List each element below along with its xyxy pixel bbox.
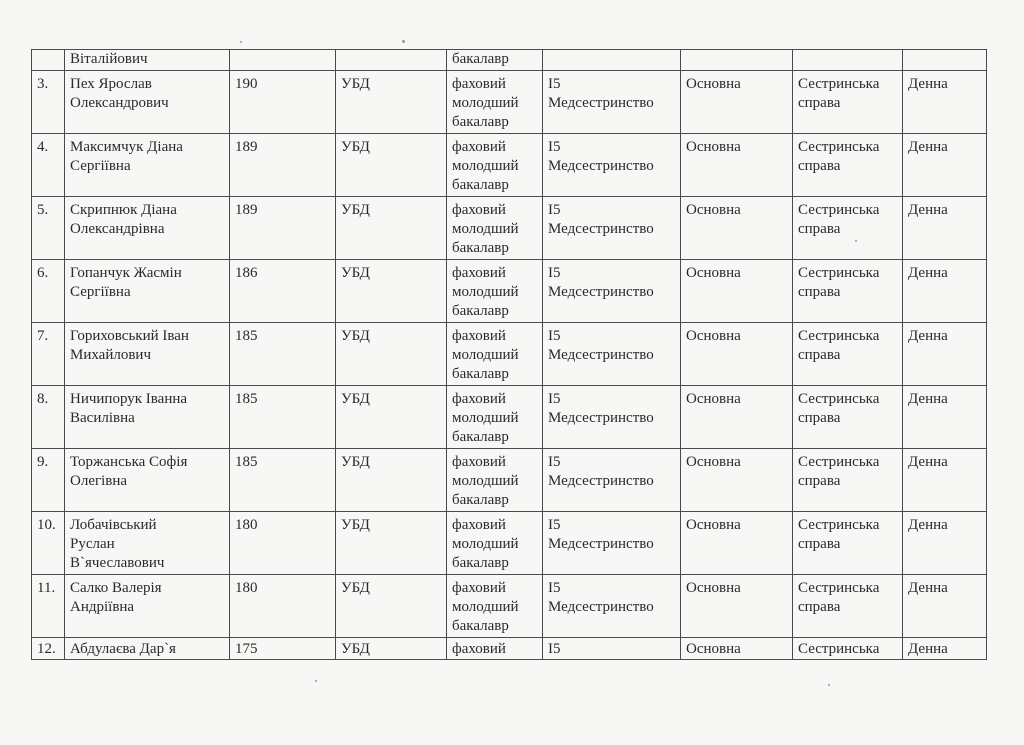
cell-line: Сестринська xyxy=(798,139,880,155)
cell-basis xyxy=(681,512,793,575)
cell-line: Гопанчук Жасмін xyxy=(70,265,182,281)
cell-basis xyxy=(681,260,793,323)
cell-line: 9. xyxy=(37,454,49,470)
cell-score xyxy=(230,50,336,71)
cell-line: Лобачівський xyxy=(70,517,157,533)
cell-line: УБД xyxy=(341,517,370,533)
cell-basis xyxy=(681,638,793,660)
cell-line: молодший xyxy=(452,410,519,426)
cell-line: справа xyxy=(798,536,841,552)
cell-spec xyxy=(543,50,681,71)
cell-level xyxy=(447,260,543,323)
cell-line: фаховий xyxy=(452,641,506,657)
cell-program xyxy=(793,323,903,386)
cell-name xyxy=(65,260,230,323)
admission-list-table xyxy=(31,49,987,660)
cell-line: Основна xyxy=(686,265,741,281)
cell-line: Василівна xyxy=(70,410,135,426)
cell-line: Медсестринство xyxy=(548,221,654,237)
cell-line: Денна xyxy=(908,580,948,596)
cell-line: молодший xyxy=(452,536,519,552)
cell-name xyxy=(65,512,230,575)
cell-line: Основна xyxy=(686,328,741,344)
cell-line: Салко Валерія xyxy=(70,580,162,596)
cell-line: Основна xyxy=(686,391,741,407)
cell-name xyxy=(65,71,230,134)
cell-line: Ничипорук Іванна xyxy=(70,391,188,407)
cell-line: Максимчук Діана xyxy=(70,139,183,155)
cell-line: Михайлович xyxy=(70,347,151,363)
cell-line: I5 xyxy=(548,76,561,92)
cell-line: УБД xyxy=(341,641,370,657)
cell-spec xyxy=(543,386,681,449)
cell-line: I5 xyxy=(548,202,561,218)
table-row xyxy=(32,50,987,71)
cell-line: справа xyxy=(798,158,841,174)
name-line: Віталійович xyxy=(70,51,148,67)
cell-name xyxy=(65,386,230,449)
cell-line: Сестринська xyxy=(798,265,880,281)
cell-line: бакалавр xyxy=(452,177,509,193)
table-row xyxy=(32,71,987,134)
cell-line: справа xyxy=(798,599,841,615)
table-row xyxy=(32,386,987,449)
cell-line: УБД xyxy=(341,454,370,470)
cell-category xyxy=(336,134,447,197)
cell-line: Основна xyxy=(686,517,741,533)
cell-line: справа xyxy=(798,410,841,426)
cell-level xyxy=(447,71,543,134)
cell-line: фаховий xyxy=(452,265,506,281)
cell-line: Олександрівна xyxy=(70,221,165,237)
cell-score xyxy=(230,386,336,449)
cell-basis xyxy=(681,50,793,71)
cell-spec xyxy=(543,71,681,134)
cell-line: I5 xyxy=(548,265,561,281)
cell-basis xyxy=(681,449,793,512)
cell-program xyxy=(793,386,903,449)
cell-line: фаховий xyxy=(452,517,506,533)
cell-line: молодший xyxy=(452,95,519,111)
cell-program xyxy=(793,512,903,575)
cell-line: справа xyxy=(798,95,841,111)
cell-line: справа xyxy=(798,473,841,489)
cell-line: бакалавр xyxy=(452,366,509,382)
cell-basis xyxy=(681,323,793,386)
cell-basis xyxy=(681,575,793,638)
cell-score xyxy=(230,638,336,660)
cell-num xyxy=(32,134,65,197)
cell-spec xyxy=(543,575,681,638)
cell-num xyxy=(32,575,65,638)
table-row xyxy=(32,638,987,660)
cell-line: фаховий xyxy=(452,328,506,344)
cell-line: Денна xyxy=(908,454,948,470)
cell-line: Олександрович xyxy=(70,95,169,111)
cell-basis xyxy=(681,386,793,449)
cell-line: молодший xyxy=(452,473,519,489)
cell-line: I5 xyxy=(548,517,561,533)
cell-line: Медсестринство xyxy=(548,158,654,174)
cell-line: фаховий xyxy=(452,391,506,407)
cell-line: Медсестринство xyxy=(548,347,654,363)
cell-line: Денна xyxy=(908,202,948,218)
cell-line: Скрипнюк Діана xyxy=(70,202,177,218)
cell-num xyxy=(32,386,65,449)
table-row xyxy=(32,449,987,512)
cell-level xyxy=(447,323,543,386)
cell-form xyxy=(903,260,987,323)
table-row xyxy=(32,260,987,323)
cell-line: УБД xyxy=(341,202,370,218)
cell-line: Сестринська xyxy=(798,328,880,344)
cell-line: Основна xyxy=(686,139,741,155)
cell-line: 3. xyxy=(37,76,49,92)
cell-line: молодший xyxy=(452,284,519,300)
table-row xyxy=(32,512,987,575)
cell-score xyxy=(230,512,336,575)
cell-line: 186 xyxy=(235,265,258,281)
cell-spec xyxy=(543,449,681,512)
cell-line: Гориховський Іван xyxy=(70,328,189,344)
cell-level xyxy=(447,134,543,197)
cell-line: 190 xyxy=(235,76,258,92)
cell-line: 7. xyxy=(37,328,49,344)
cell-line: УБД xyxy=(341,139,370,155)
cell-line: Сестринська xyxy=(798,517,880,533)
cell-category xyxy=(336,512,447,575)
cell-category xyxy=(336,197,447,260)
cell-spec xyxy=(543,512,681,575)
cell-line: бакалавр xyxy=(452,114,509,130)
cell-form xyxy=(903,134,987,197)
table-row xyxy=(32,575,987,638)
cell-num xyxy=(32,260,65,323)
cell-line: 175 xyxy=(235,641,258,657)
level-line: бакалавр xyxy=(452,51,509,67)
cell-line: Основна xyxy=(686,580,741,596)
cell-line: Денна xyxy=(908,391,948,407)
cell-level xyxy=(447,197,543,260)
cell-line: I5 xyxy=(548,328,561,344)
cell-level xyxy=(447,50,543,71)
table-row xyxy=(32,197,987,260)
cell-line: Медсестринство xyxy=(548,599,654,615)
cell-category xyxy=(336,386,447,449)
cell-line: молодший xyxy=(452,221,519,237)
cell-level xyxy=(447,512,543,575)
cell-line: Сестринська xyxy=(798,641,880,657)
table-row xyxy=(32,323,987,386)
cell-basis xyxy=(681,134,793,197)
cell-line: Сестринська xyxy=(798,202,880,218)
cell-line: бакалавр xyxy=(452,240,509,256)
cell-line: бакалавр xyxy=(452,429,509,445)
cell-num xyxy=(32,71,65,134)
cell-line: бакалавр xyxy=(452,492,509,508)
cell-spec xyxy=(543,134,681,197)
cell-score xyxy=(230,323,336,386)
cell-line: фаховий xyxy=(452,580,506,596)
cell-line: Денна xyxy=(908,265,948,281)
cell-category xyxy=(336,449,447,512)
cell-line: Андріївна xyxy=(70,599,135,615)
cell-score xyxy=(230,197,336,260)
cell-line: бакалавр xyxy=(452,555,509,571)
cell-score xyxy=(230,71,336,134)
cell-name xyxy=(65,575,230,638)
cell-spec xyxy=(543,260,681,323)
cell-line: Медсестринство xyxy=(548,284,654,300)
cell-form xyxy=(903,638,987,660)
cell-line: Основна xyxy=(686,202,741,218)
cell-line: I5 xyxy=(548,641,561,657)
cell-line: справа xyxy=(798,284,841,300)
cell-name xyxy=(65,197,230,260)
cell-form xyxy=(903,71,987,134)
cell-score xyxy=(230,134,336,197)
cell-num xyxy=(32,323,65,386)
cell-num xyxy=(32,50,65,71)
cell-line: справа xyxy=(798,347,841,363)
cell-line: молодший xyxy=(452,599,519,615)
cell-line: УБД xyxy=(341,580,370,596)
cell-line: 11. xyxy=(37,580,56,596)
cell-line: 4. xyxy=(37,139,49,155)
cell-line: 189 xyxy=(235,202,258,218)
cell-category xyxy=(336,575,447,638)
cell-num xyxy=(32,449,65,512)
cell-line: Сестринська xyxy=(798,76,880,92)
cell-line: 185 xyxy=(235,454,258,470)
cell-name xyxy=(65,50,230,71)
cell-level xyxy=(447,449,543,512)
cell-level xyxy=(447,386,543,449)
cell-num xyxy=(32,197,65,260)
cell-line: 185 xyxy=(235,391,258,407)
cell-line: фаховий xyxy=(452,202,506,218)
cell-line: фаховий xyxy=(452,454,506,470)
cell-form xyxy=(903,323,987,386)
cell-line: Сестринська xyxy=(798,391,880,407)
cell-level xyxy=(447,575,543,638)
cell-level xyxy=(447,638,543,660)
cell-program xyxy=(793,260,903,323)
cell-line: УБД xyxy=(341,76,370,92)
cell-spec xyxy=(543,323,681,386)
cell-line: I5 xyxy=(548,454,561,470)
cell-program xyxy=(793,71,903,134)
cell-num xyxy=(32,638,65,660)
cell-score xyxy=(230,449,336,512)
cell-line: бакалавр xyxy=(452,618,509,634)
cell-form xyxy=(903,197,987,260)
cell-form xyxy=(903,575,987,638)
cell-line: 180 xyxy=(235,580,258,596)
cell-score xyxy=(230,260,336,323)
cell-name xyxy=(65,449,230,512)
cell-line: Денна xyxy=(908,139,948,155)
cell-category xyxy=(336,71,447,134)
cell-line: Олегівна xyxy=(70,473,128,489)
cell-line: В`ячеславович xyxy=(70,555,165,571)
cell-line: Денна xyxy=(908,76,948,92)
cell-line: Пех Ярослав xyxy=(70,76,152,92)
cell-num xyxy=(32,512,65,575)
cell-line: УБД xyxy=(341,391,370,407)
cell-program xyxy=(793,50,903,71)
cell-line: Сестринська xyxy=(798,580,880,596)
cell-line: фаховий xyxy=(452,76,506,92)
cell-line: 12. xyxy=(37,641,56,657)
cell-line: Денна xyxy=(908,641,948,657)
cell-line: Денна xyxy=(908,517,948,533)
cell-basis xyxy=(681,197,793,260)
cell-form xyxy=(903,512,987,575)
cell-line: молодший xyxy=(452,158,519,174)
cell-name xyxy=(65,134,230,197)
cell-line: Торжанська Софія xyxy=(70,454,188,470)
cell-spec xyxy=(543,197,681,260)
cell-line: фаховий xyxy=(452,139,506,155)
cell-line: 5. xyxy=(37,202,49,218)
cell-line: Сергіївна xyxy=(70,158,131,174)
cell-program xyxy=(793,449,903,512)
cell-line: 8. xyxy=(37,391,49,407)
cell-program xyxy=(793,638,903,660)
cell-basis xyxy=(681,71,793,134)
cell-line: Абдулаєва Дар`я xyxy=(70,641,176,657)
cell-line: I5 xyxy=(548,580,561,596)
cell-line: Медсестринство xyxy=(548,536,654,552)
cell-line: 185 xyxy=(235,328,258,344)
cell-line: Денна xyxy=(908,328,948,344)
cell-line: молодший xyxy=(452,347,519,363)
cell-program xyxy=(793,134,903,197)
cell-category xyxy=(336,260,447,323)
cell-name xyxy=(65,323,230,386)
cell-line: УБД xyxy=(341,328,370,344)
cell-line: Медсестринство xyxy=(548,95,654,111)
cell-category xyxy=(336,50,447,71)
cell-form xyxy=(903,449,987,512)
cell-line: справа xyxy=(798,221,841,237)
cell-program xyxy=(793,575,903,638)
cell-line: Руслан xyxy=(70,536,115,552)
cell-line: 6. xyxy=(37,265,49,281)
cell-line: I5 xyxy=(548,391,561,407)
cell-line: бакалавр xyxy=(452,303,509,319)
cell-line: 180 xyxy=(235,517,258,533)
table-row xyxy=(32,134,987,197)
cell-line: 10. xyxy=(37,517,56,533)
cell-line: Основна xyxy=(686,76,741,92)
cell-line: Сергіївна xyxy=(70,284,131,300)
cell-line: I5 xyxy=(548,139,561,155)
cell-line: Основна xyxy=(686,641,741,657)
cell-line: 189 xyxy=(235,139,258,155)
cell-line: Медсестринство xyxy=(548,410,654,426)
cell-line: Основна xyxy=(686,454,741,470)
cell-line: Сестринська xyxy=(798,454,880,470)
cell-line: УБД xyxy=(341,265,370,281)
cell-score xyxy=(230,575,336,638)
cell-form xyxy=(903,50,987,71)
cell-category xyxy=(336,638,447,660)
cell-program xyxy=(793,197,903,260)
cell-form xyxy=(903,386,987,449)
cell-spec xyxy=(543,638,681,660)
cell-name xyxy=(65,638,230,660)
cell-line: Медсестринство xyxy=(548,473,654,489)
cell-category xyxy=(336,323,447,386)
